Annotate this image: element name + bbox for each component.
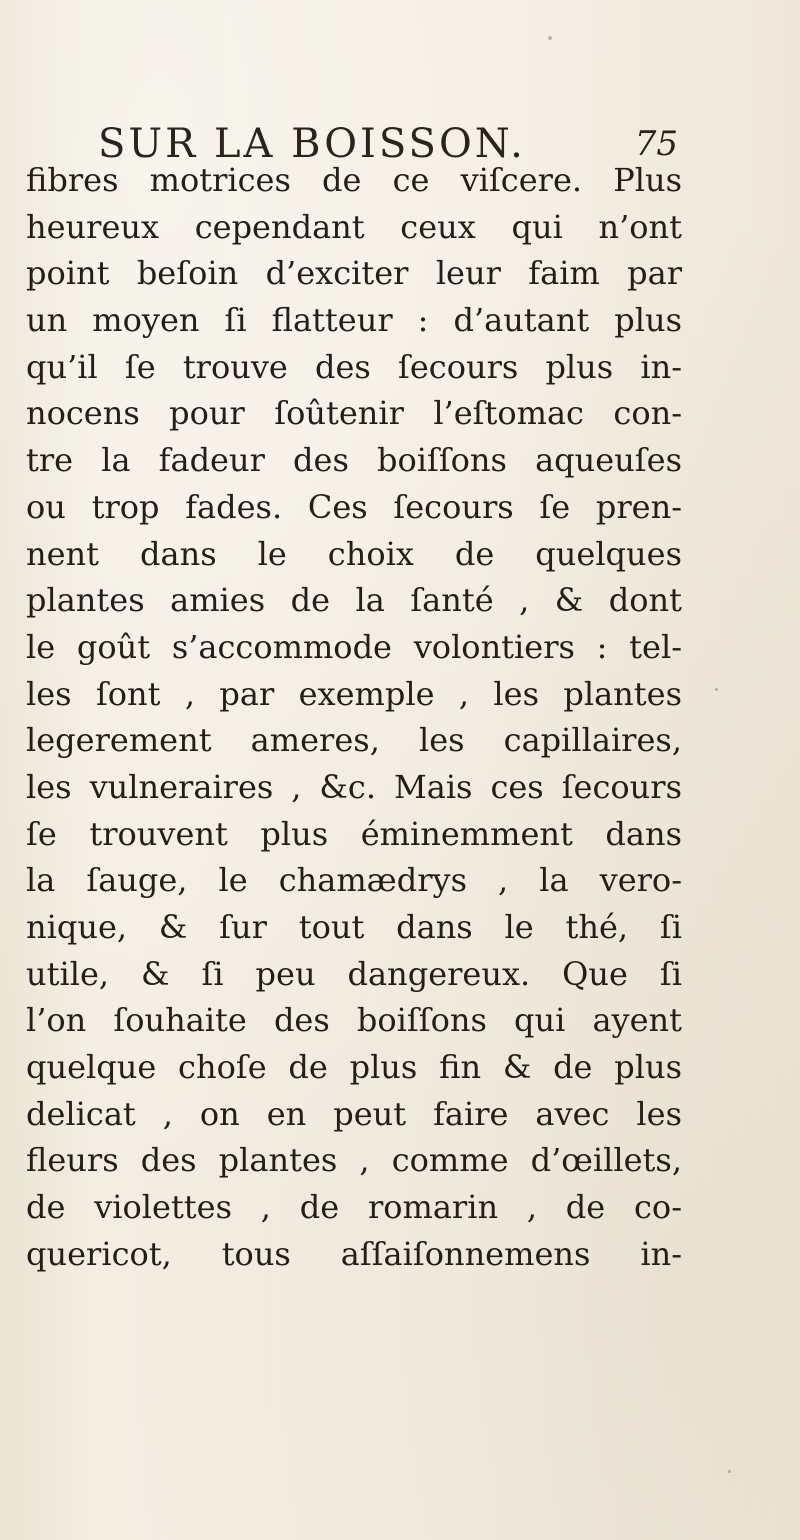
text-line: les ſont , par exemple , les plantes [26,674,682,713]
text-line: quericot, tous aſſaiſonnemens in- [26,1234,682,1273]
text-line: de violettes , de romarin , de co- [26,1188,682,1227]
text-line: ſe trouvent plus éminemment dans [26,814,682,853]
text-line: plantes amies de la ſanté , & dont [26,581,682,620]
text-line: nique, & ſur tout dans le thé, ſi [26,908,682,946]
text-line: le goût s’accommode volontiers : tel- [26,627,682,666]
paper-speck [548,36,552,40]
text-line: delicat , on en peut faire avec les [26,1094,682,1133]
text-line: qu’il ſe trouve des ſecours plus in- [26,347,682,386]
paper-speck [715,688,718,691]
text-line: un moyen ſi flatteur : d’autant plus [26,301,682,340]
text-line: heureux cependant ceux qui n’ont [26,207,682,246]
paper-speck [728,1470,731,1473]
text-line: la ſauge, le chamædrys , la vero- [26,861,682,900]
text-line: ou trop fades. Ces ſecours ſe pren- [26,487,682,526]
text-line: fleurs des plantes , comme d’œillets, [26,1141,682,1180]
body-text [26,157,682,1278]
text-line: nocens pour ſoûtenir l’eſtomac con- [26,394,682,433]
running-head: SUR LA BOISSON. [98,121,526,167]
text-line: nent dans le choix de quelques [26,534,682,573]
text-line: fibres motrices de ce viſcere. Plus [26,161,682,199]
page-number: 75 [634,124,678,164]
text-line: les vulneraires , &c. Mais ces ſecours [26,767,682,806]
text-line: quelque choſe de plus fin & de plus [26,1048,682,1087]
text-line: utile, & ſi peu dangereux. Que ſi [26,954,682,993]
text-line: point beſoin d’exciter leur faim par [26,254,682,293]
text-line: legerement ameres, les capillaires, [26,721,682,760]
text-line: l’on ſouhaite des boiſſons qui ayent [26,1001,682,1040]
text-line: tre la fadeur des boiſſons aqueuſes [26,441,682,480]
